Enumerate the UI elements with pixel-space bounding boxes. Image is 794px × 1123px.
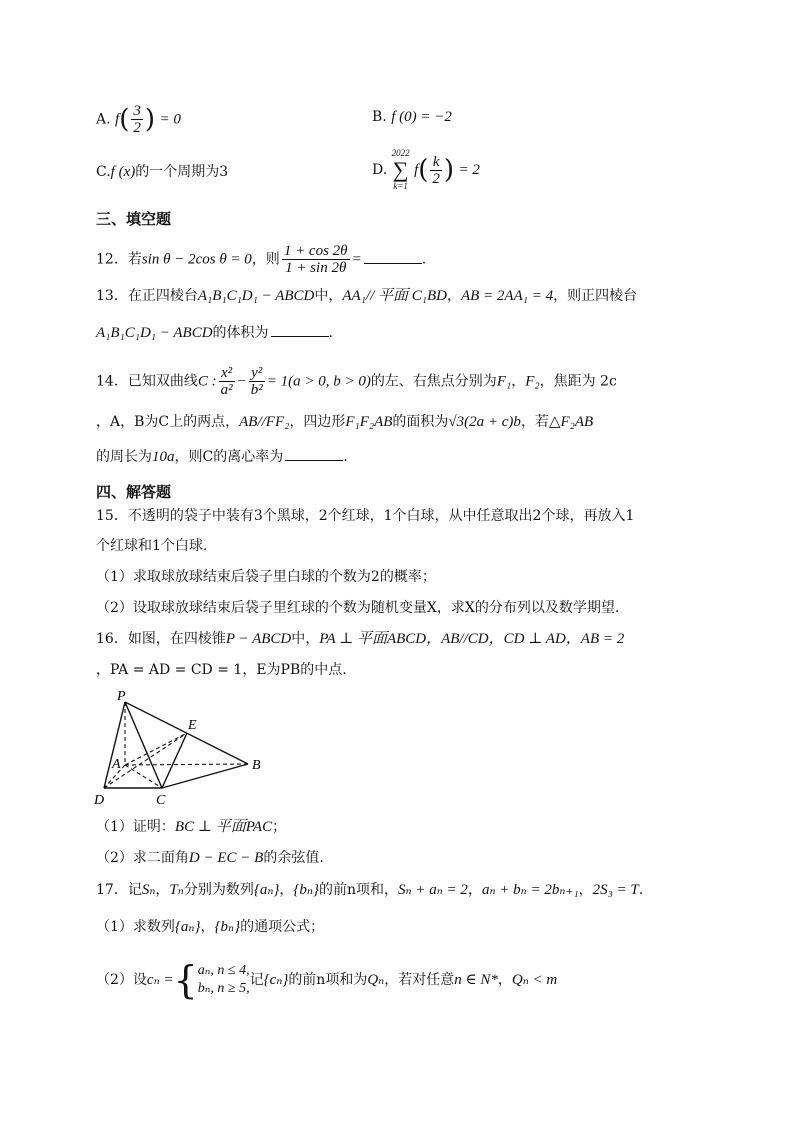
option-a: A. f( $\frac{3}{2}$ ) = 0	[96, 103, 181, 136]
question-12: 12．若sin θ − 2cos θ = 0，则 $\frac{1 + \cos 2\theta}{1 + \sin 2\theta}$ = .	[96, 243, 427, 276]
fraction: $\frac{1 + \cos 2\theta}{1 + \sin 2\theta}$	[283, 243, 348, 276]
edge-pd	[104, 702, 125, 788]
question-13-line-1: 13．在正四棱台A₁B₁C₁D₁ − ABCD中，AA₁// 平面 C₁BD，AB = 2AA₁ = 4，则正四棱台	[96, 288, 638, 304]
edge-pc	[125, 702, 162, 788]
label-b: B	[252, 758, 261, 773]
fraction: $\frac{k}{2}$	[432, 153, 440, 187]
question-14-line-2: ，A，B为C上的两点，AB//FF₂，四边形F₁F₂AB的面积为√3(2a + c)b，若△F₂AB	[96, 414, 594, 430]
question-14-line-3: 的周长为10a，则C的离心率为 .	[96, 446, 348, 467]
label-e: E	[188, 718, 197, 733]
question-15-line-1: 15．不透明的袋子中装有3个黑球，2个红球，1个白球，从中任意取出2个球，再放入1	[96, 508, 635, 524]
question-15-line-2: 个红球和1个白球.	[96, 538, 208, 554]
question-14-line-1: 14．已知双曲线C : $\frac{\text{x²}}{\text{a²}}$ − $\frac{\text{y²}}{\text{b²}}$ = 1(a > 0, b > 0)的左、右焦点分别为F₁，F₂，焦距为 2c	[96, 365, 617, 398]
question-15-part-1: （1）求取球放球结束后袋子里白球的个数为2的概率；	[96, 569, 436, 585]
summation: 2022 ∑ k=1	[391, 148, 410, 191]
question-17-line-1: 17．记Sₙ，Tₙ分别为数列{aₙ}，{bₙ}的前n项和，Sₙ + aₙ = 2，aₙ + bₙ = 2bₙ₊₁，2S₃ = T.	[96, 882, 644, 898]
edge-cb	[162, 764, 248, 788]
pyramid-figure	[90, 688, 270, 808]
fraction: $\frac{\text{y²}}{\text{b²}}$	[250, 365, 263, 398]
question-17-part-2: （2）设cₙ ={ aₙ, n ≤ 4, bₙ, n ≥ 5, 记{cₙ}的前n项和为Qₙ，若对任意n ∈ N*，Qₙ < m	[96, 958, 558, 1002]
answer-blank	[364, 249, 422, 264]
fraction: $\frac{3}{2}$	[133, 103, 141, 136]
label-d: D	[94, 793, 105, 808]
label-c: C	[156, 793, 166, 808]
label-p: P	[117, 689, 126, 704]
answer-blank	[271, 322, 329, 337]
question-15-part-2: （2）设取球放球结束后袋子里红球的个数为随机变量X，求X的分布列以及数学期望.	[96, 600, 620, 616]
question-13-line-2: A₁B₁C₁D₁ − ABCD的体积为 .	[96, 322, 333, 343]
edge-ae-hidden	[125, 733, 187, 765]
option-c: C.f (x)的一个周期为3	[96, 164, 229, 180]
piecewise-cases: aₙ, n ≤ 4, bₙ, n ≥ 5,	[197, 963, 250, 996]
question-17-part-1: （1）求数列{aₙ}，{bₙ}的通项公式；	[96, 919, 325, 935]
label-a: A	[112, 757, 121, 772]
question-16-part-1: （1）证明：BC ⊥ 平面PAC；	[96, 819, 287, 835]
section-heading: 四、解答题	[96, 483, 172, 501]
question-16-line-1: 16．如图，在四棱锥P − ABCD中，PA ⊥ 平面ABCD，AB//CD，CD ⊥ AD，AB = 2	[96, 631, 625, 647]
option-b: B. f (0) = −2	[372, 109, 452, 125]
section-heading: 三、填空题	[96, 210, 172, 228]
question-16-part-2: （2）求二面角D − EC − B的余弦值.	[96, 850, 324, 866]
answer-blank	[285, 446, 343, 461]
edge-ab-hidden	[125, 764, 248, 765]
option-d: D. 2022 ∑ k=1 f( $\frac{k}{2}$ ) = 2	[372, 148, 480, 191]
question-16-line-2: ，PA = AD = CD = 1，E为PB的中点.	[96, 662, 347, 678]
fraction: $\frac{\text{x²}}{\text{a²}}$	[220, 365, 233, 398]
